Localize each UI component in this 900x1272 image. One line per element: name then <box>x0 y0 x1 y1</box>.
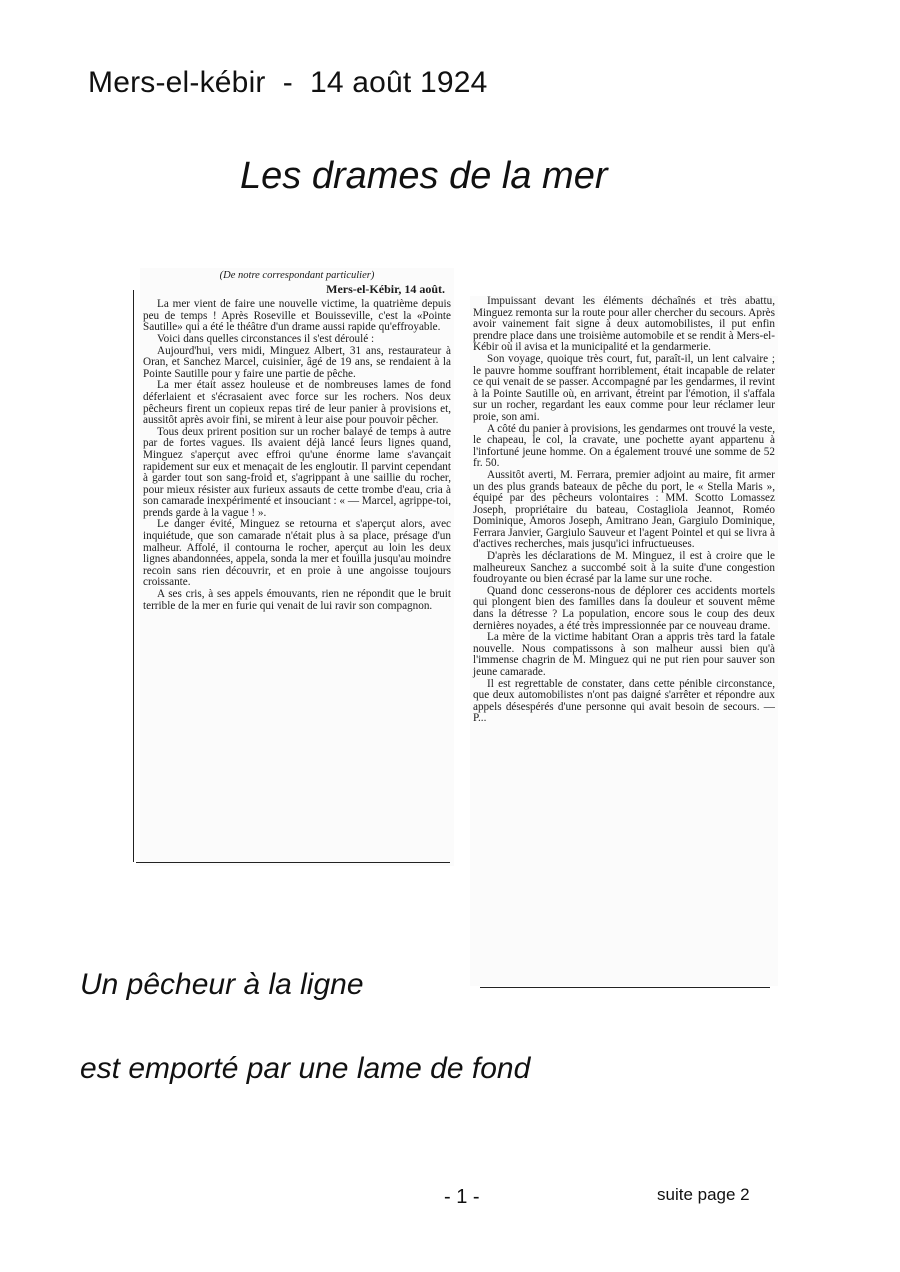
article-paragraph: Tous deux prirent position sur un rocher balayé de temps à autre par de fortes vagues. Ils avaient déjà lancé leurs lignes quand, Minguez s'aperçut avec effroi qu'une énorme lame s'avançait rapidement sur eux et menaçait de les engloutir. Il parvint cependant à garder tout son sang-froid et, s'agrippant à une saillie du rocher, pour mieux résister aux furieux assauts de cette trombe d'eau, cria à son camarade inexpérimenté et insouciant : « — Marcel, agrippe-toi, prends garde à la vague ! ». <box>143 425 451 519</box>
article-paragraph: Il est regrettable de constater, dans cette pénible circonstance, que deux automobilistes n'ont pas daigné s'arrêter et répondre aux appels désespérés d'une personne qui avait besoin de secours. — P... <box>473 677 775 725</box>
newspaper-clipping-right-column <box>470 296 778 986</box>
column-end-rule <box>136 862 450 863</box>
article-paragraph: Impuissant devant les éléments déchaînés et très abattu, Minguez remonta sur la route pour aller chercher du secours. Après avoir vainement fait signe à deux automobilistes, il put enfin prendre place dans une troisième automobile et se rendit à Mers-el-Kébir où il avisa et la municipalité et la gendarmerie. <box>473 295 775 354</box>
page-title: Les drames de la mer <box>240 155 608 197</box>
article-paragraph: La mère de la victime habitant Oran a appris très tard la fatale nouvelle. Nous compatissons à son malheur aussi bien qu'à l'immense chagrin de M. Minguez qui ne put rien pour sauver son jeune camarade. <box>473 631 775 678</box>
article-paragraph: D'après les déclarations de M. Minguez, il est à croire que le malheureux Sanchez a succombé soit à la suite d'une congestion foudroyante ou bien écrasé par la lame sur une roche. <box>473 550 775 586</box>
article-paragraph: Aujourd'hui, vers midi, Minguez Albert, 31 ans, restaurateur à Oran, et Sanchez Marcel, cuisinier, âgé de 19 ans, se rendaient à la Pointe Sautille pour y faire une partie de pêche. <box>143 344 451 380</box>
article-paragraph: Son voyage, quoique très court, fut, paraît-il, un lent calvaire ; le pauvre homme souffrant horriblement, était incapable de relater ce qui venait de se passer. Accompagné par les gendarmes, il revint à la Pointe Sautille où, en arrivant, étreint par l'émotion, il s'affala sur un rocher, regardant les eaux comme pour leur réclamer leur proie, son ami. <box>473 352 775 423</box>
location-date-heading: Mers-el-kébir - 14 août 1924 <box>88 66 488 99</box>
article-paragraph: Le danger évité, Minguez se retourna et s'aperçut alors, avec inquiétude, que son camarade n'était plus à sa place, présage d'un malheur. Affolé, il contourna le rocher, aperçut au loin les deux lignes abandonnées, appela, sonda la mer et fouilla jusqu'au moindre recoin sans rien découvrir, et en proie à une angoisse toujours croissante. <box>143 518 451 589</box>
article-paragraph: A ses cris, à ses appels émouvants, rien ne répondit que le bruit terrible de la mer en furie qui venait de lui ravir son compagnon. <box>143 588 451 612</box>
article-paragraph: La mer vient de faire une nouvelle victime, la quatrième depuis peu de temps ! Après Roseville et Bouisseville, c'est la «Pointe Sautille» qui a été le théâtre d'un drame aussi rapide qu'effroyable. <box>143 298 451 334</box>
article-end-rule <box>480 987 770 988</box>
article-paragraph: Voici dans quelles circonstances il s'est déroulé : <box>157 332 375 345</box>
page-number: - 1 - <box>444 1186 480 1208</box>
subtitle-line-2: est emporté par une lame de fond <box>80 1052 531 1085</box>
article-paragraph: Quand donc cesserons-nous de déplorer ces accidents mortels qui plongent bien des familles dans la douleur et souvent même dans la détresse ? La population, encore sous le coup des deux dernières noyades, a été très impressionnée par ce nouveau drame. <box>473 584 775 632</box>
subtitle-line-1: Un pêcheur à la ligne <box>80 968 364 1001</box>
dateline: Mers-el-Kébir, 14 août. <box>326 281 445 296</box>
article-paragraph: Aussitôt averti, M. Ferrara, premier adjoint au maire, fit armer un des plus grands bateaux de pêche du port, le « Stella Maris », équipé par des pêcheurs volontaires : MM. Scotto Lomassez Joseph, propriétaire du bateau, Costagliola Jeannot, Roméo Dominique, Amoros Joseph, Amitrano Jean, Gargiulo Dominique, Ferrara Janvier, Gargiulo Sauveur et l'agent Pointel et qui se livra à d'actives recherches, mais jusqu'ici infructueuses. <box>473 468 775 551</box>
article-paragraph: La mer était assez houleuse et de nombreuses lames de fond déferlaient et s'écrasaient avec force sur les rochers. Nos deux pêcheurs firent un copieux repas tiré de leur panier à provisions et, aussitôt après avoir fini, se mirent à leur aise pour pouvoir pêcher. <box>143 379 451 427</box>
continuation-note: suite page 2 <box>657 1185 750 1204</box>
article-paragraph: A côté du panier à provisions, les gendarmes ont trouvé la veste, le chapeau, le col, la cravate, une pochette ayant appartenu à l'infortuné jeune homme. On a également trouvé une somme de 52 fr. 50. <box>473 422 776 470</box>
newspaper-clipping-left-column <box>140 268 454 866</box>
byline: (De notre correspondant particulier) <box>219 270 375 281</box>
column-divider-left <box>133 290 134 862</box>
